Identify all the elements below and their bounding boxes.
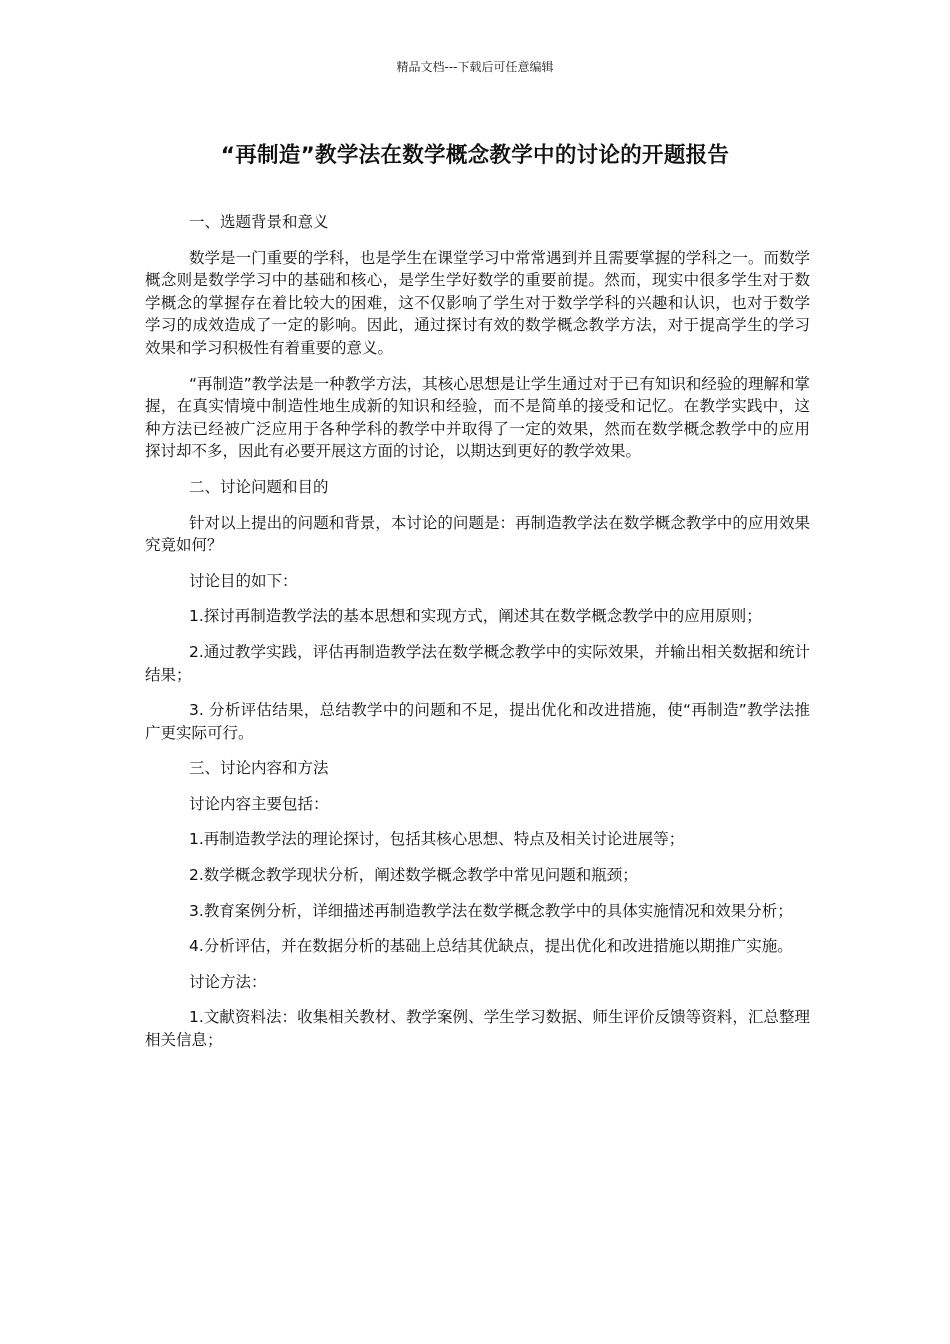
paragraph: “再制造”教学法是一种教学方法，其核心思想是让学生通过对于已有知识和经验的理解和掌握，在真实情境中制造性地生成新的知识和经验，而不是简单的接受和记忆。在教学实践中，这种方法已经被广泛应用于各种学科的教学中并取得了一定的效果，然而在数学概念教学中的应用探讨却不多，因此有必要开展这方面的讨论，以期达到更好的教学效果。 <box>145 374 810 461</box>
list-item: 4.分析评估，并在数据分析的基础上总结其优缺点，提出优化和改进措施以期推广实施。 <box>189 937 793 956</box>
paragraph: 讨论内容主要包括： <box>189 794 329 813</box>
list-item: 1.再制造教学法的理论探讨，包括其核心思想、特点及相关讨论进展等； <box>189 830 685 849</box>
list-item: 1.文献资料法：收集相关教材、教学案例、学生学习数据、师生评价反馈等资料，汇总整理相关信息； <box>145 1008 810 1050</box>
list-item: 2.通过教学实践，评估再制造教学法在数学概念教学中的实际效果，并输出相关数据和统计结果； <box>145 642 810 684</box>
document-body <box>145 211 810 1065</box>
paragraph: 讨论方法： <box>189 972 267 991</box>
section-heading-2: 二、讨论问题和目的 <box>189 477 329 496</box>
paragraph: 数学是一门重要的学科，也是学生在课堂学习中常常遇到并且需要掌握的学科之一。而数学概念则是数学学习中的基础和核心，是学生学好数学的重要前提。然而，现实中很多学生对于数学概念的掌握存在着比较大的困难，这不仅影响了学生对于数学学科的兴趣和认识，也对于数学学习的成效造成了一定的影响。因此，通过探讨有效的数学概念教学方法，对于提高学生的学习效果和学习积极性有着重要的意义。 <box>145 248 810 357</box>
section-heading-3: 三、讨论内容和方法 <box>189 759 329 778</box>
list-item: 1.探讨再制造教学法的基本思想和实现方式，阐述其在数学概念教学中的应用原则； <box>189 607 762 626</box>
section-heading-1: 一、选题背景和意义 <box>189 213 329 231</box>
paragraph: 针对以上提出的问题和背景，本讨论的问题是：再制造教学法在数学概念教学中的应用效果究竟如何？ <box>145 513 810 555</box>
list-item: 3.教育案例分析，详细描述再制造教学法在数学概念教学中的具体实施情况和效果分析； <box>189 901 793 920</box>
list-item: 2.数学概念教学现状分析，阐述数学概念教学中常见问题和瓶颈； <box>189 866 638 885</box>
list-item: 3. 分析评估结果，总结教学中的问题和不足，提出优化和改进措施，使“再制造”教学法推广更实际可行。 <box>145 701 810 742</box>
paragraph: 讨论目的如下： <box>189 571 298 590</box>
document-title: “再制造”教学法在数学概念教学中的讨论的开题报告 <box>220 143 730 168</box>
page-header: 精品文档---下载后可任意编辑 <box>396 60 554 74</box>
